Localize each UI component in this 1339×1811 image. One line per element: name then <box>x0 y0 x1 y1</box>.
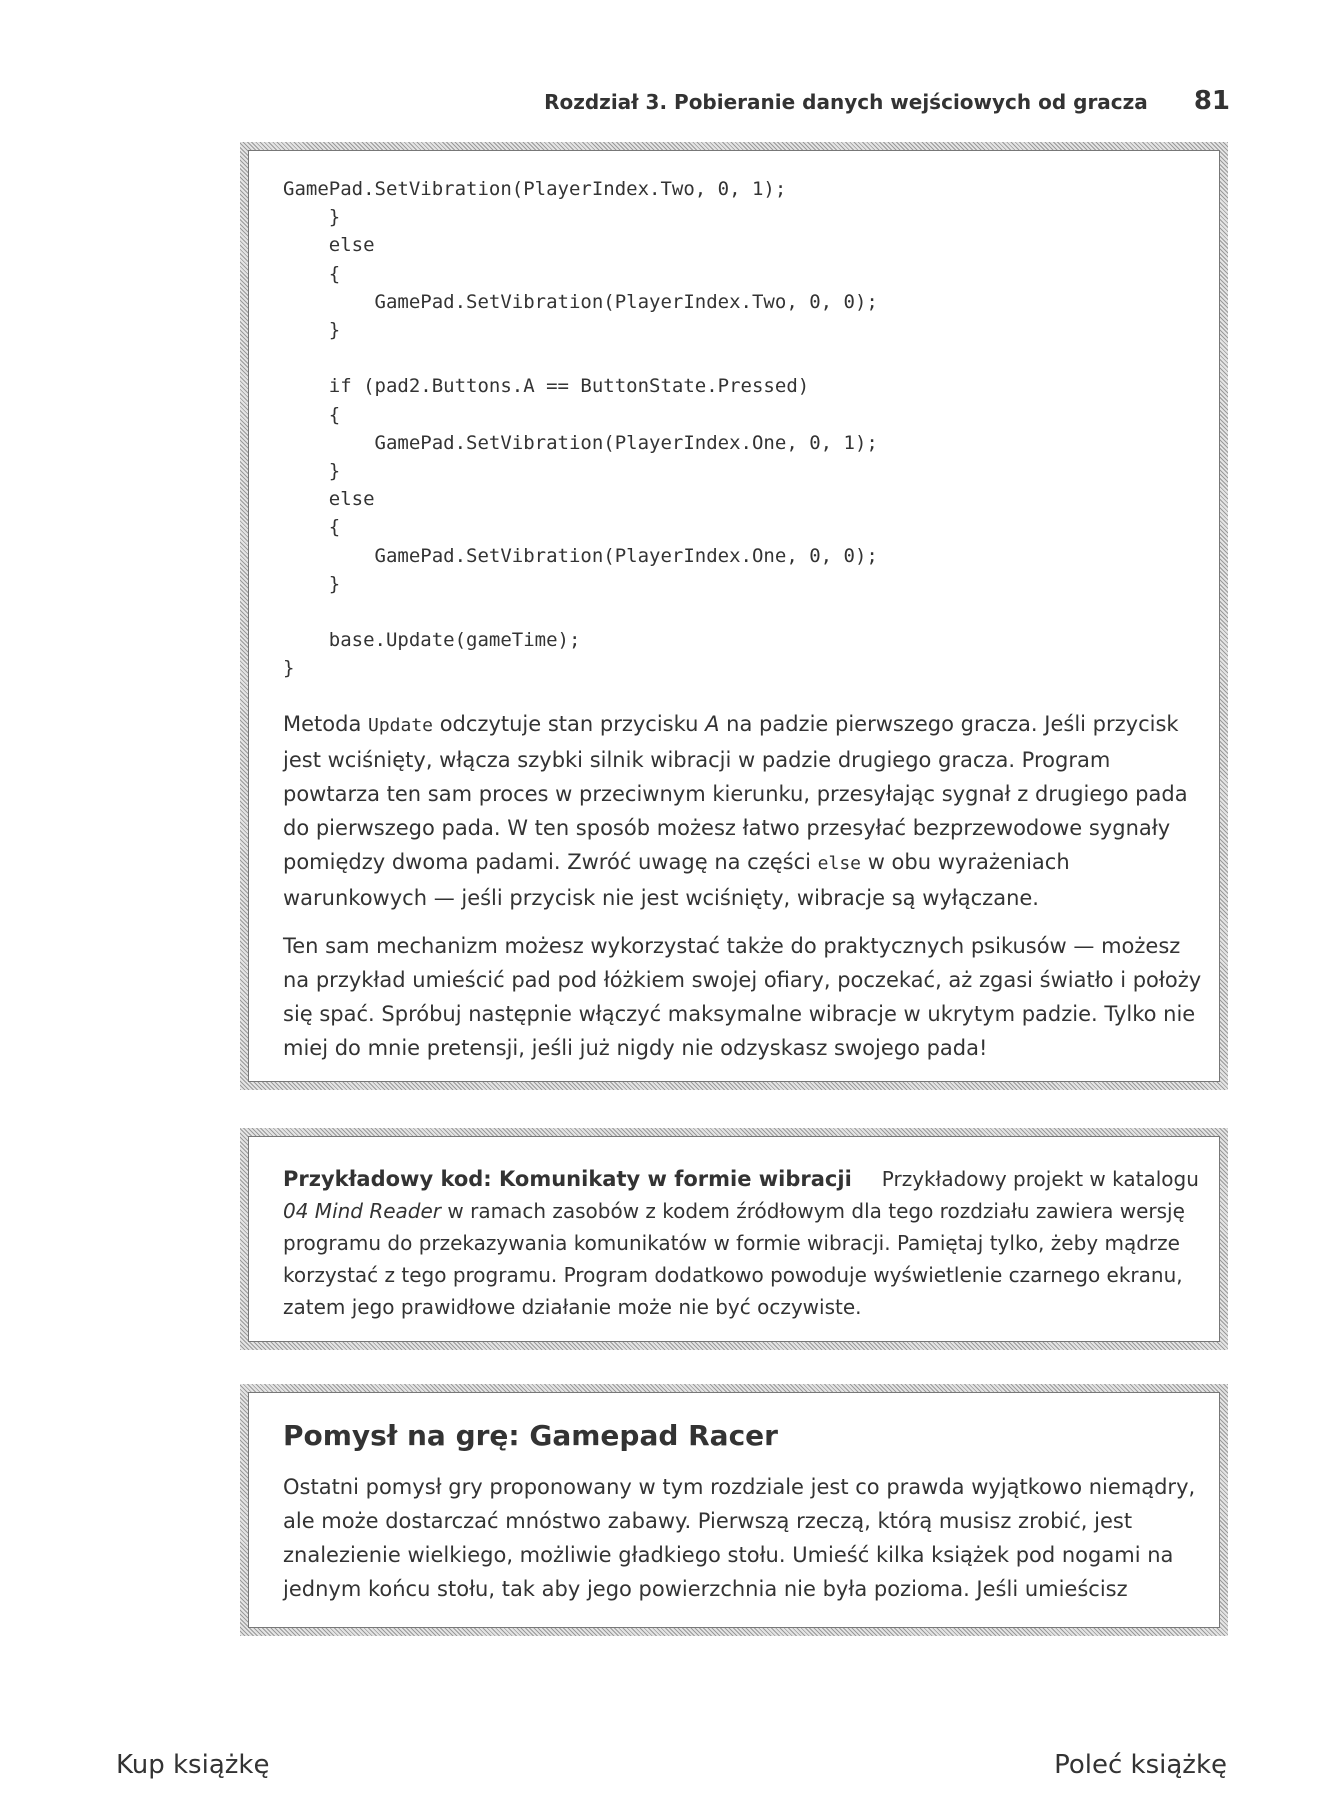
chapter-title: Rozdział 3. Pobieranie danych wejściowych od gracza <box>544 90 1148 114</box>
emphasis-folder-name: 04 Mind Reader <box>283 1199 442 1223</box>
text-span: Przykładowy projekt w katalogu <box>881 1167 1199 1191</box>
text-span: w ramach zasobów z kodem źródłowym dla tego rozdziału zawiera wersję programu do przekazywania komunikatów w formie wibracji. Pamiętaj tylko, żeby mądrze korzystać z tego programu. Program dodatkowo powoduje wyświetlenie czarnego ekranu, zatem jego prawidłowe działanie może nie być oczywiste. <box>283 1199 1185 1319</box>
inline-code-update: Update <box>368 714 434 736</box>
sample-code-paragraph <box>283 1163 1203 1323</box>
text-span: odczytuje stan przycisku <box>433 711 706 736</box>
game-idea-content <box>248 1392 1220 1628</box>
buy-book-link[interactable]: Kup książkę <box>116 1750 270 1780</box>
update-method-paragraph <box>283 707 1203 915</box>
code-sidebar-content <box>248 150 1220 1082</box>
pranks-paragraph: Ten sam mechanizm możesz wykorzystać także do praktycznych psikusów — możesz na przykład umieścić pad pod łóżkiem swojej ofiary, poczekać, aż zgasi światło i położy się spać. Spróbuj następnie włączyć maksymalne wibracje w ukrytym padzie. Tylko nie miej do mnie pretensji, jeśli już nigdy nie odzyskasz swojego pada! <box>283 933 1202 1060</box>
page-header <box>200 86 1230 116</box>
text-span: Metoda <box>283 711 368 736</box>
text-span: w obu wyrażeniach warunkowych — jeśli przycisk nie jest wciśnięty, wibracje są wyłączane. <box>283 849 1070 910</box>
game-idea-paragraph: Ostatni pomysł gry proponowany w tym rozdziale jest co prawda wyjątkowo niemądry, ale może dostarczać mnóstwo zabawy. Pierwszą rzeczą, którą musisz zrobić, jest znalezienie wielkiego, możliwie gładkiego stołu. Umieść kilka książek pod nogami na jednym końcu stołu, tak aby jego powierzchnia nie była pozioma. Jeśli umieścisz <box>283 1475 1196 1601</box>
recommend-book-link[interactable]: Poleć książkę <box>1054 1750 1227 1780</box>
game-idea-box <box>240 1384 1228 1636</box>
code-listing: GamePad.SetVibration(PlayerIndex.Two, 0, 1); } else { GamePad.SetVibration(PlayerIndex.Two, 0, 0); } if (pad2.Buttons.A == ButtonState.Pressed) { GamePad.SetVibration(PlayerIndex.One, 0, 1); } else { GamePad.SetVibration(PlayerIndex.One, 0, 0); } base.Update(gameTime); } <box>283 178 878 680</box>
code-sidebar-box <box>240 142 1228 1090</box>
emphasis-button-a: A <box>705 711 720 736</box>
sample-code-box <box>240 1128 1228 1350</box>
inline-code-else: else <box>817 852 862 874</box>
game-idea-title: Pomysł na grę: Gamepad Racer <box>283 1419 778 1452</box>
page-number: 81 <box>1193 86 1230 116</box>
text-span: na padzie pierwszego gracza. Jeśli przycisk jest wciśnięty, włącza szybki silnik wibracji w padzie drugiego gracza. Program powtarza ten sam proces w przeciwnym kierunku, przesyłając sygnał z drugiego pada do pierwszego pada. W ten sposób możesz łatwo przesyłać bezprzewodowe sygnały pomiędzy dwoma padami. Zwróć uwagę na części <box>283 711 1188 874</box>
sample-code-title: Przykładowy kod: Komunikaty w formie wibracji <box>283 1167 852 1191</box>
sample-code-content <box>248 1136 1220 1342</box>
